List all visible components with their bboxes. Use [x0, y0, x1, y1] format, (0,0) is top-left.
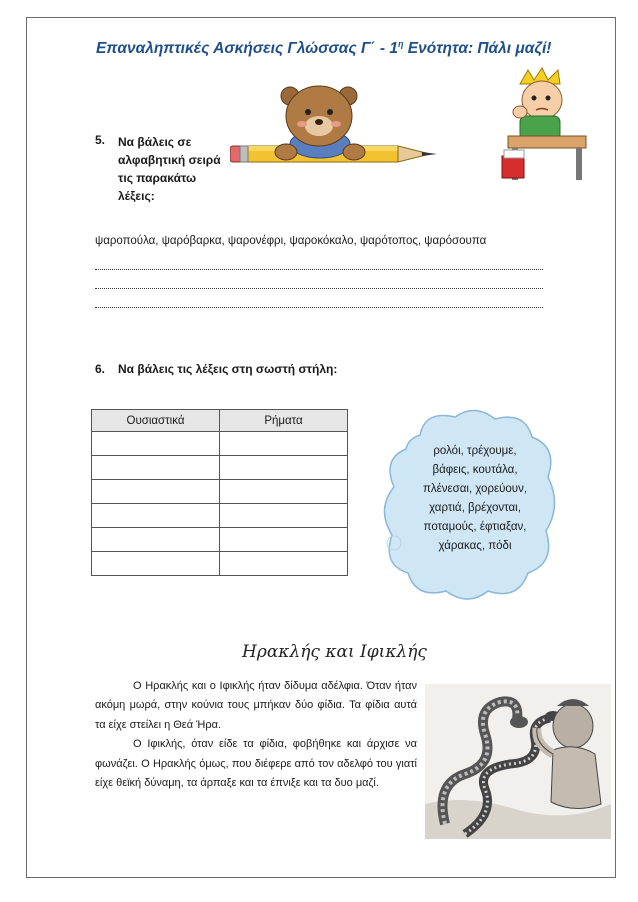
table-row — [92, 456, 348, 480]
table-row — [92, 552, 348, 576]
cloud-word-line: πλένεσαι, χορεύουν, — [422, 483, 528, 495]
table-header-row — [92, 410, 348, 432]
exercise-5-word-list: ψαροπούλα, ψαρόβαρκα, ψαρονέφρι, ψαροκόκαλο, ψαρότοπος, ψαρόσουπα — [95, 235, 487, 247]
table-row — [92, 480, 348, 504]
answer-cell[interactable] — [92, 552, 220, 576]
exercise-5-number: 5. — [95, 133, 106, 147]
answer-line[interactable] — [95, 278, 543, 289]
story-title: Ηρακλής και Ιφικλής — [242, 642, 427, 662]
exercise-6-number: 6. — [95, 362, 106, 376]
answer-cell[interactable] — [220, 480, 348, 504]
hercules-snakes-illustration — [425, 684, 611, 839]
answer-cell[interactable] — [220, 456, 348, 480]
cloud-word-line: ποταμούς, έφτιαξαν, — [423, 521, 527, 533]
boy-at-desk-illustration — [498, 66, 593, 186]
answer-cell[interactable] — [92, 456, 220, 480]
exercise-5-instruction: Να βάλεις σε αλφαβητική σειρά τις παρακάτω λέξεις: — [118, 135, 221, 203]
answer-cell[interactable] — [92, 528, 220, 552]
cloud-word-line: χαρτιά, βρέχονται, — [429, 502, 521, 514]
story-paragraph: Ο Ηρακλής και ο Ιφικλής ήταν δίδυμα αδέλφια. Όταν ήταν ακόμη μωρά, στην κούνια τους μπήκαν δύο φίδια. Τα φίδια αυτά τα είχε στείλει η Θεά Ήρα. — [95, 680, 417, 731]
answer-cell[interactable] — [220, 552, 348, 576]
answer-cell[interactable] — [92, 504, 220, 528]
exercise-6-instruction: Να βάλεις τις λέξεις στη σωστή στήλη: — [118, 362, 338, 376]
word-sorting-table — [91, 409, 348, 576]
teddy-bear-pencil-illustration — [230, 80, 445, 180]
answer-line[interactable] — [95, 297, 543, 308]
cloud-word-line: χάρακας, πόδι — [438, 540, 512, 552]
answer-cell[interactable] — [92, 432, 220, 456]
cloud-word-line: βάφεις, κουτάλα, — [432, 464, 518, 476]
answer-cell[interactable] — [220, 432, 348, 456]
story-text — [95, 677, 417, 793]
page-header: Επαναληπτικές Ασκήσεις Γλώσσας $\Gamma΄ - 1^\eta$ Ενότητα: Πάλι μαζί! — [96, 39, 552, 58]
story-paragraph: Ο Ιφικλής, όταν είδε τα φίδια, φοβήθηκε και άρχισε να φωνάζει. Ο Ηρακλής όμως, που διέφερε από τον αδελφό του γιατί είχε θεϊκή δύναμη, τα άρπαξε και τα έπνιξε και τα δυο μαζί. — [95, 738, 417, 790]
table-row — [92, 528, 348, 552]
column-header-nouns: Ουσιαστικά — [92, 410, 220, 432]
answer-cell[interactable] — [220, 504, 348, 528]
table-row — [92, 432, 348, 456]
answer-cell[interactable] — [92, 480, 220, 504]
cloud-word-line: ρολόι, τρέχουμε, — [433, 445, 517, 457]
answer-line[interactable] — [95, 259, 543, 270]
table-row — [92, 504, 348, 528]
column-header-verbs: Ρήματα — [220, 410, 348, 432]
word-cloud-text — [395, 442, 555, 556]
answer-cell[interactable] — [220, 528, 348, 552]
